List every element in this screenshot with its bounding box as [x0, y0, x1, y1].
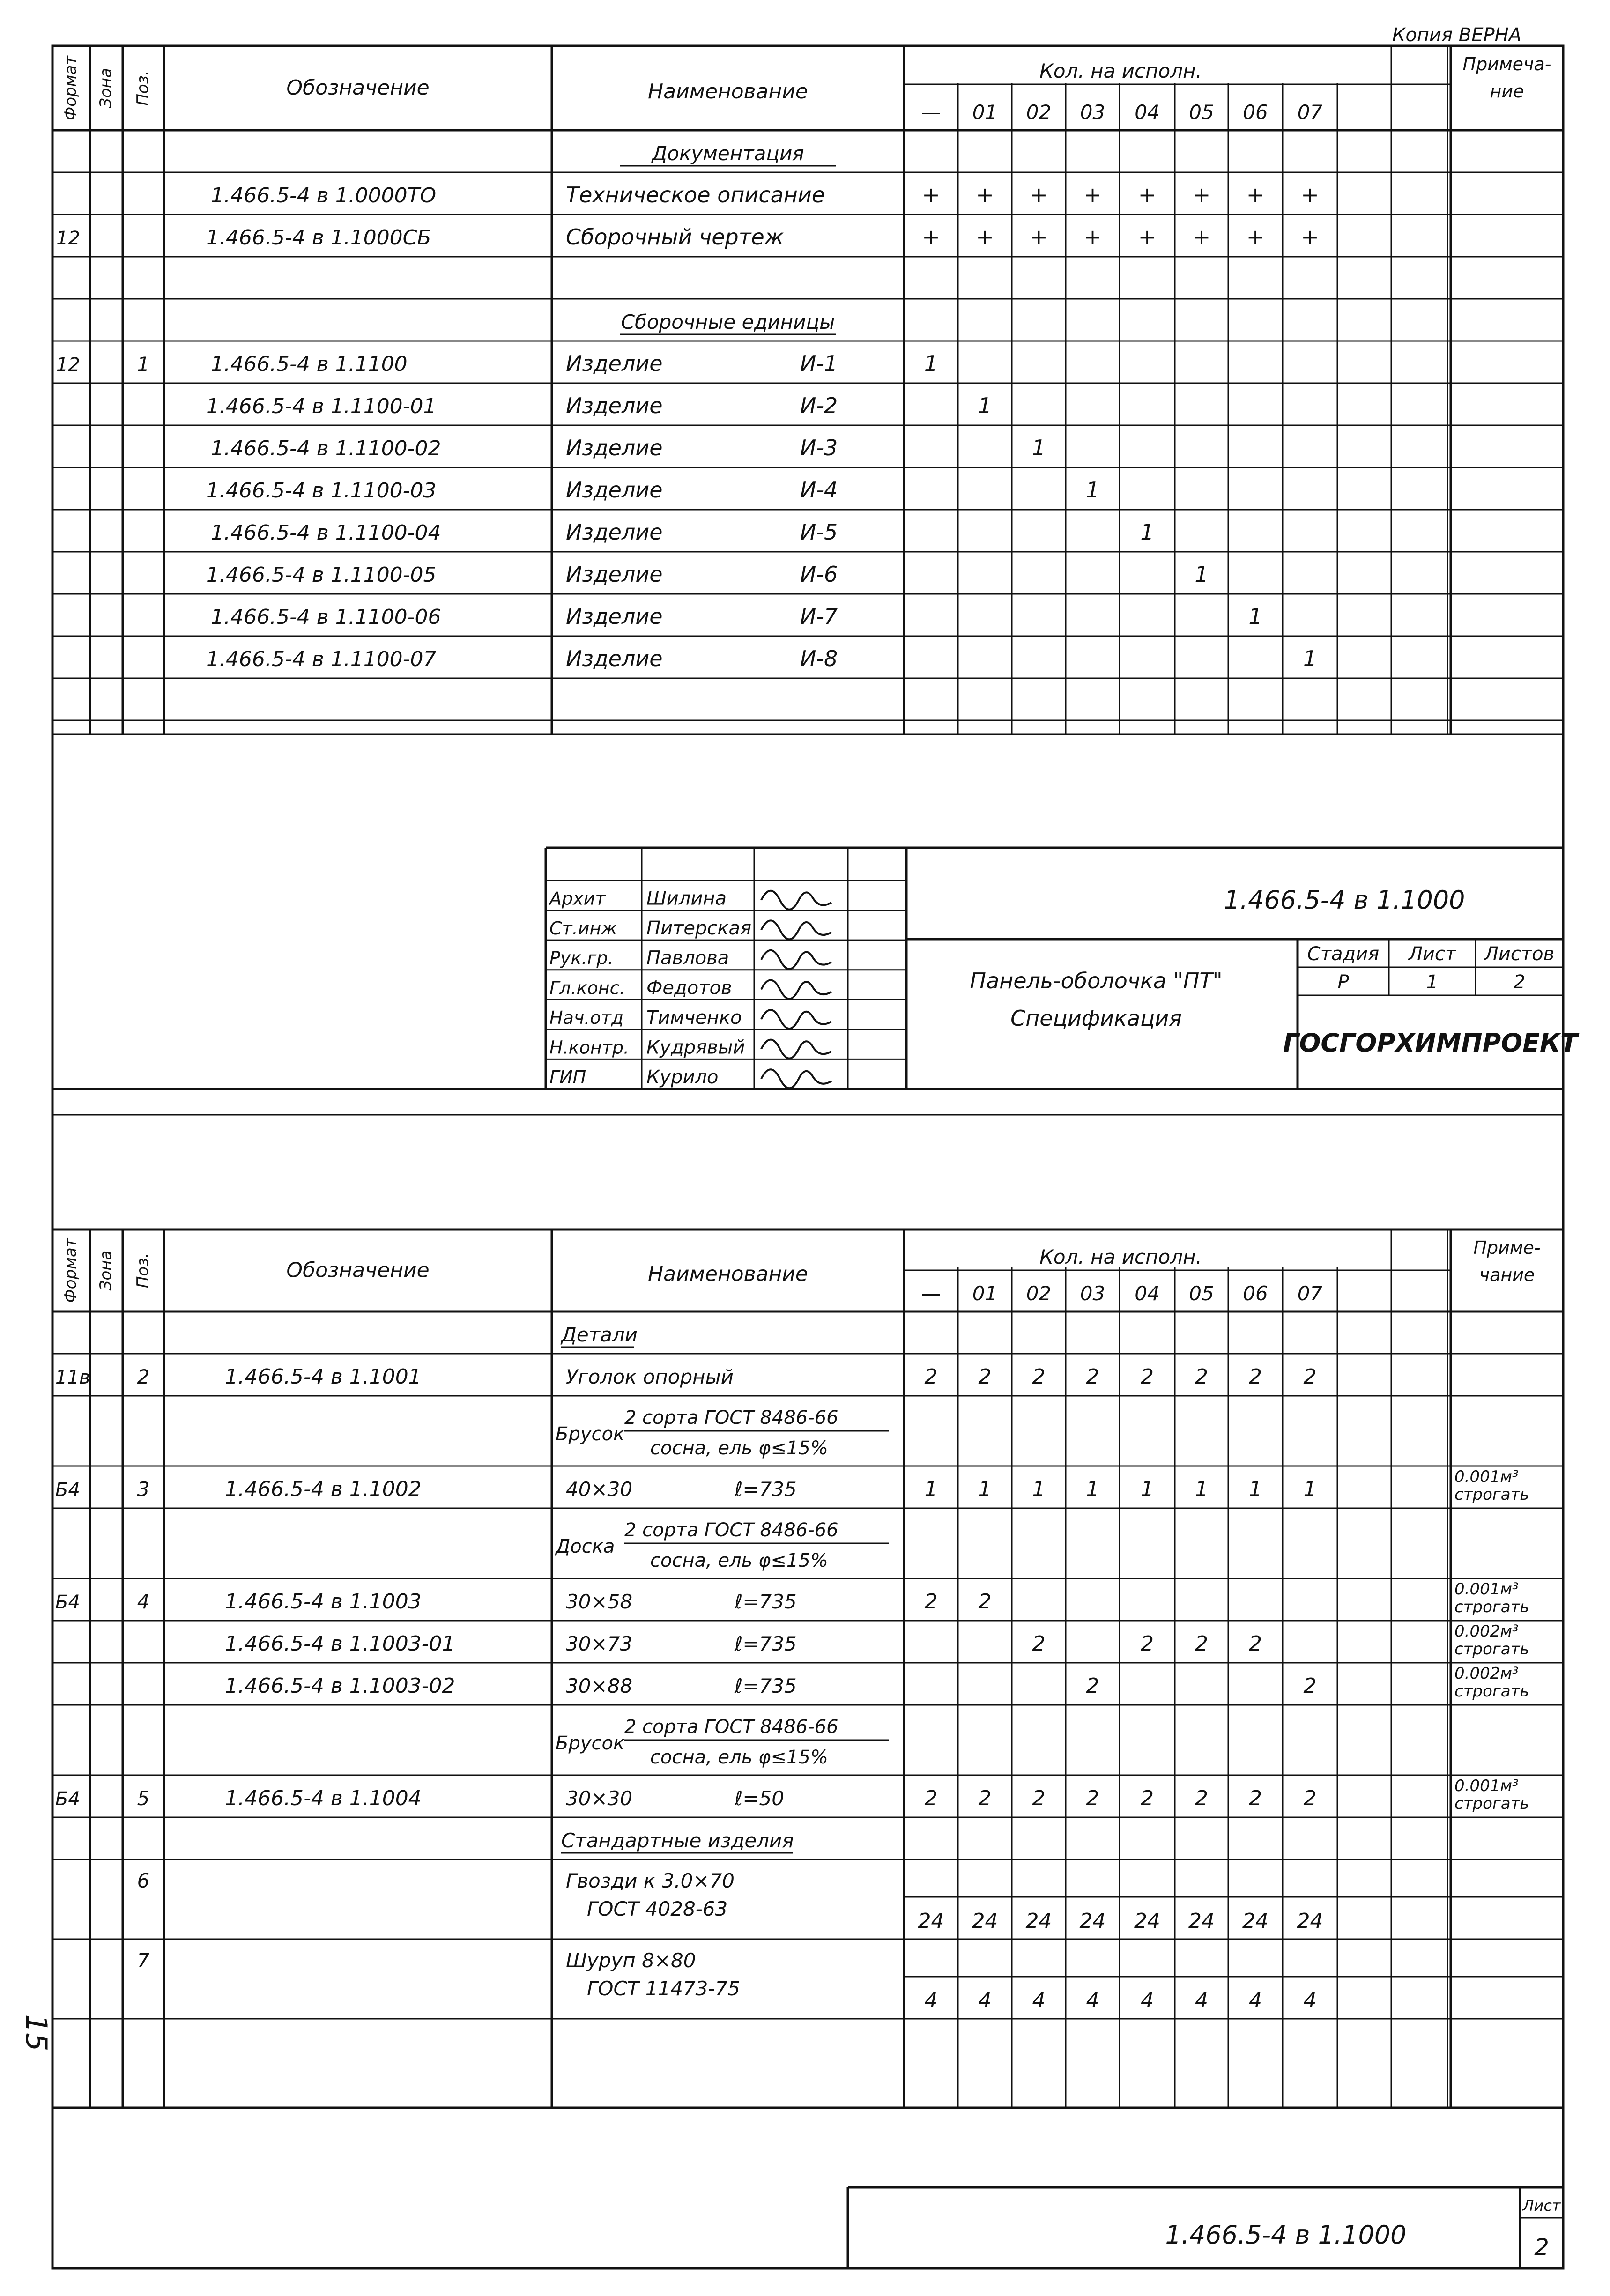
role-name-3: Федотов	[646, 977, 732, 999]
bottom-qty-3-5: 1	[1195, 1477, 1208, 1501]
bottom-qty-11-3: 24	[1079, 1909, 1106, 1933]
bottom-qty-6-6: 2	[1249, 1632, 1262, 1656]
top-header-qty: Кол. на исполн.	[1039, 59, 1202, 82]
signature-2	[761, 950, 831, 969]
top-qty-1-3: +	[1083, 182, 1102, 207]
bottom-qty-1-0: 2	[924, 1365, 938, 1389]
bottom-qty-11-1: 24	[972, 1909, 998, 1933]
bottom-pos-5: 4	[137, 1590, 150, 1613]
bottom-qty-12-0: 4	[924, 1989, 938, 2013]
material-upper-2: 2 сорта ГОСТ 8486-66	[624, 1407, 838, 1429]
bottom-variant-2: 02	[1026, 1282, 1052, 1305]
bottom-note-2-5: строгать	[1454, 1598, 1529, 1616]
bottom-qty-9-5: 2	[1195, 1786, 1208, 1810]
material-lower-8: сосна, ель φ≤15%	[650, 1747, 828, 1768]
top-code-5: И-1	[800, 351, 838, 376]
bottom-format-1: 11в	[55, 1367, 90, 1388]
bottom-name-9: 30×30	[566, 1787, 633, 1810]
top-qty-8-3: 1	[1085, 477, 1100, 503]
top-header-note-1: Примеча-	[1462, 54, 1551, 74]
bottom-qty-1-5: 2	[1195, 1365, 1208, 1389]
bottom-note-1-9: 0.001м³	[1454, 1777, 1519, 1795]
bottom-qty-3-2: 1	[1032, 1477, 1046, 1501]
role-2: Рук.гр.	[549, 948, 614, 969]
bottom-note-2-9: строгать	[1454, 1794, 1529, 1813]
top-qty-6-1: 1	[978, 393, 992, 418]
bottom-qty-6-4: 2	[1141, 1632, 1154, 1656]
bottom-qty-3-0: 1	[924, 1477, 938, 1501]
bottom-header-zone: Зона	[96, 1250, 115, 1291]
top-qty-2-0: +	[922, 224, 940, 250]
top-name-11: Изделие	[566, 604, 663, 629]
bottom-name-3: 40×30	[566, 1478, 633, 1501]
bottom-designation-1: 1.466.5-4 в 1.1001	[225, 1365, 422, 1389]
top-pos-5: 1	[137, 353, 150, 376]
bottom-designation-6: 1.466.5-4 в 1.1003-01	[225, 1632, 455, 1656]
bottom-format-3: Б4	[55, 1479, 80, 1501]
top-name-8: Изделие	[566, 477, 663, 503]
bottom-note-1-7: 0.002м³	[1454, 1664, 1519, 1683]
copy-verified-stamp: Копия ВЕРНА	[1392, 24, 1522, 46]
role-name-6: Курило	[646, 1067, 719, 1088]
bottom-format-5: Б4	[55, 1592, 80, 1613]
footer-sheet-label: Лист	[1522, 2197, 1561, 2215]
bottom-pos-9: 5	[137, 1787, 150, 1810]
bottom-note-1-6: 0.002м³	[1454, 1622, 1519, 1641]
organization-name: ГОСГОРХИМПРОЕКТ	[1283, 1028, 1578, 1058]
top-code-7: И-3	[800, 435, 838, 460]
top-designation-6: 1.466.5-4 в 1.1100-01	[206, 394, 437, 418]
role-name-1: Питерская	[646, 918, 752, 940]
footer-sheet-number: 2	[1534, 2234, 1549, 2261]
bottom-qty-1-6: 2	[1249, 1365, 1262, 1389]
bottom-name2-11: ГОСТ 4028-63	[587, 1897, 728, 1920]
bottom-qty-7-7: 2	[1303, 1674, 1317, 1698]
top-qty-12-7: 1	[1303, 646, 1317, 671]
bottom-qty-12-6: 4	[1249, 1989, 1262, 2013]
sheet-label: Лист	[1408, 943, 1456, 965]
top-variant-5: 05	[1189, 101, 1214, 124]
top-header-designation: Обозначение	[286, 76, 430, 100]
bottom-qty-9-7: 2	[1303, 1786, 1317, 1810]
top-qty-2-4: +	[1138, 224, 1157, 250]
top-variant-1: 01	[972, 101, 998, 124]
top-qty-2-6: +	[1246, 224, 1265, 250]
signature-3	[761, 980, 831, 999]
bottom-qty-7-3: 2	[1086, 1674, 1099, 1698]
bottom-size-5: ℓ=735	[735, 1590, 797, 1613]
bottom-designation-3: 1.466.5-4 в 1.1002	[225, 1477, 422, 1501]
title-code: 1.466.5-4 в 1.1000	[1224, 885, 1465, 915]
bottom-variant-0: —	[921, 1282, 941, 1305]
top-qty-7-2: 1	[1031, 435, 1046, 460]
top-designation-12: 1.466.5-4 в 1.1100-07	[206, 647, 437, 671]
bottom-variant-7: 07	[1297, 1282, 1323, 1305]
bottom-qty-1-3: 2	[1086, 1365, 1099, 1389]
signature-1	[761, 920, 831, 939]
role-name-5: Кудрявый	[646, 1037, 745, 1059]
role-6: ГИП	[549, 1067, 586, 1088]
bottom-qty-12-3: 4	[1086, 1989, 1099, 2013]
top-designation-9: 1.466.5-4 в 1.1100-04	[211, 521, 441, 545]
bottom-variant-5: 05	[1189, 1282, 1214, 1305]
top-header-note-2: ние	[1490, 81, 1524, 102]
top-qty-1-0: +	[922, 182, 940, 207]
top-code-12: И-8	[800, 646, 838, 671]
role-name-0: Шилина	[646, 888, 727, 910]
bottom-qty-12-7: 4	[1303, 1989, 1317, 2013]
title-block	[52, 848, 1580, 1115]
bottom-size-9: ℓ=50	[735, 1787, 784, 1810]
bottom-header-note-2: чание	[1479, 1265, 1535, 1285]
bottom-qty-9-0: 2	[924, 1786, 938, 1810]
top-designation-5: 1.466.5-4 в 1.1100	[211, 352, 408, 376]
bottom-qty-11-6: 24	[1242, 1909, 1269, 1933]
top-qty-2-1: +	[976, 224, 994, 250]
signature-6	[761, 1069, 831, 1088]
bottom-qty-9-3: 2	[1086, 1786, 1099, 1810]
bottom-name-11: Гвозди к 3.0×70	[566, 1869, 735, 1892]
bottom-name2-12: ГОСТ 11473-75	[587, 1977, 740, 2000]
bottom-qty-1-1: 2	[978, 1365, 992, 1389]
signature-5	[761, 1040, 831, 1059]
top-qty-1-4: +	[1138, 182, 1157, 207]
bottom-qty-3-1: 1	[978, 1477, 992, 1501]
bottom-designation-9: 1.466.5-4 в 1.1004	[225, 1786, 422, 1810]
bottom-qty-6-5: 2	[1195, 1632, 1208, 1656]
material-upper-8: 2 сорта ГОСТ 8486-66	[624, 1716, 838, 1738]
top-qty-2-3: +	[1083, 224, 1102, 250]
bottom-qty-12-1: 4	[978, 1989, 992, 2013]
bottom-size-7: ℓ=735	[735, 1674, 797, 1697]
bottom-variant-1: 01	[972, 1282, 998, 1305]
bottom-variant-4: 04	[1135, 1282, 1160, 1305]
top-qty-9-4: 1	[1140, 519, 1154, 545]
page-side-number: 15	[19, 2014, 53, 2052]
top-variant-4: 04	[1135, 101, 1160, 124]
material-lower-2: сосна, ель φ≤15%	[650, 1437, 828, 1459]
bottom-section-0: Детали	[561, 1323, 638, 1346]
role-0: Архит	[549, 888, 606, 909]
bottom-qty-11-0: 24	[918, 1909, 944, 1933]
material-upper-4: 2 сорта ГОСТ 8486-66	[624, 1519, 838, 1541]
bottom-name-5: 30×58	[566, 1590, 633, 1613]
top-qty-2-5: +	[1192, 224, 1211, 250]
signature-4	[761, 1010, 831, 1029]
bottom-qty-1-7: 2	[1303, 1365, 1317, 1389]
bottom-qty-3-4: 1	[1141, 1477, 1154, 1501]
bottom-name-7: 30×88	[566, 1674, 633, 1697]
top-qty-11-6: 1	[1248, 604, 1262, 629]
bottom-note-2-3: строгать	[1454, 1485, 1529, 1504]
bottom-qty-6-2: 2	[1032, 1632, 1046, 1656]
top-header-name: Наименование	[648, 80, 808, 104]
bottom-note-1-3: 0.001м³	[1454, 1467, 1519, 1486]
top-qty-1-5: +	[1192, 182, 1211, 207]
bottom-section-10: Стандартные изделия	[561, 1829, 794, 1852]
bottom-designation-5: 1.466.5-4 в 1.1003	[225, 1590, 422, 1614]
bottom-designation-7: 1.466.5-4 в 1.1003-02	[225, 1674, 455, 1698]
bottom-header-note-1: Приме-	[1473, 1237, 1541, 1258]
bottom-variant-3: 03	[1080, 1282, 1105, 1305]
bottom-qty-11-7: 24	[1297, 1909, 1323, 1933]
role-name-4: Тимченко	[646, 1007, 742, 1029]
top-qty-2-2: +	[1030, 224, 1048, 250]
top-qty-10-5: 1	[1195, 562, 1209, 587]
bottom-note-2-7: строгать	[1454, 1682, 1529, 1701]
material-kind-8: Брусок	[556, 1733, 625, 1754]
bottom-qty-5-1: 2	[978, 1590, 992, 1614]
bottom-name-1: Уголок опорный	[566, 1365, 734, 1388]
bottom-format-9: Б4	[55, 1788, 80, 1810]
bottom-qty-3-3: 1	[1086, 1477, 1099, 1501]
bottom-header-qty: Кол. на исполн.	[1039, 1245, 1202, 1268]
top-code-10: И-6	[800, 562, 838, 587]
top-code-9: И-5	[800, 519, 838, 545]
sheets-label: Листов	[1484, 943, 1555, 965]
bottom-pos-1: 2	[137, 1365, 150, 1388]
top-qty-5-0: 1	[924, 351, 938, 376]
top-name-1: Техническое описание	[566, 182, 825, 207]
top-designation-8: 1.466.5-4 в 1.1100-03	[206, 479, 437, 503]
title-line-2: Спецификация	[1010, 1006, 1182, 1031]
role-name-2: Павлова	[646, 947, 729, 969]
bottom-qty-9-2: 2	[1032, 1786, 1046, 1810]
bottom-name-12: Шуруп 8×80	[566, 1949, 696, 1972]
top-header-format: Формат	[61, 56, 80, 120]
top-variant-3: 03	[1080, 101, 1105, 124]
top-header-zone: Зона	[96, 68, 115, 108]
top-variant-7: 07	[1297, 101, 1323, 124]
footer-block	[848, 2187, 1563, 2268]
bottom-note-2-6: строгать	[1454, 1640, 1529, 1659]
top-format-5: 12	[56, 354, 80, 376]
top-qty-1-2: +	[1030, 182, 1048, 207]
bottom-pos-11: 6	[137, 1869, 150, 1892]
sheet-value: 1	[1426, 971, 1439, 993]
bottom-qty-5-0: 2	[924, 1590, 938, 1614]
role-1: Ст.инж	[549, 918, 617, 939]
bottom-header-pos: Поз.	[134, 1252, 152, 1289]
top-designation-1: 1.466.5-4 в 1.0000ТО	[211, 184, 437, 207]
bottom-qty-12-4: 4	[1141, 1989, 1154, 2013]
role-3: Гл.конс.	[549, 978, 625, 999]
top-name-9: Изделие	[566, 519, 663, 545]
spec-table-bottom	[52, 1229, 1563, 2108]
stage-value: Р	[1337, 971, 1349, 993]
top-name-10: Изделие	[566, 562, 663, 587]
top-qty-1-7: +	[1301, 182, 1319, 207]
top-name-6: Изделие	[566, 393, 663, 418]
footer-code: 1.466.5-4 в 1.1000	[1165, 2220, 1407, 2250]
material-kind-2: Брусок	[556, 1423, 625, 1445]
top-name-12: Изделие	[566, 646, 663, 671]
bottom-qty-3-7: 1	[1303, 1477, 1317, 1501]
top-name-7: Изделие	[566, 435, 663, 460]
top-header-pos: Поз.	[134, 70, 152, 106]
title-line-1: Панель-оболочка "ПТ"	[970, 968, 1223, 993]
top-designation-2: 1.466.5-4 в 1.1000СБ	[206, 226, 431, 250]
stage-label: Стадия	[1307, 943, 1380, 965]
top-variant-6: 06	[1243, 101, 1268, 124]
bottom-qty-3-6: 1	[1249, 1477, 1262, 1501]
bottom-qty-9-4: 2	[1141, 1786, 1154, 1810]
bottom-qty-11-5: 24	[1188, 1909, 1215, 1933]
bottom-name-6: 30×73	[566, 1632, 633, 1655]
material-kind-4: Доска	[556, 1536, 615, 1557]
sheets-value: 2	[1513, 971, 1526, 993]
top-qty-1-6: +	[1246, 182, 1265, 207]
top-format-2: 12	[56, 228, 80, 249]
signature-0	[761, 891, 831, 910]
top-code-11: И-7	[800, 604, 838, 629]
bottom-header-format: Формат	[61, 1238, 80, 1303]
top-qty-2-7: +	[1301, 224, 1319, 250]
bottom-qty-9-6: 2	[1249, 1786, 1262, 1810]
material-lower-4: сосна, ель φ≤15%	[650, 1550, 828, 1571]
bottom-header-designation: Обозначение	[286, 1258, 430, 1282]
role-5: Н.контр.	[549, 1037, 630, 1058]
bottom-qty-9-1: 2	[978, 1786, 992, 1810]
bottom-note-1-5: 0.001м³	[1454, 1580, 1519, 1599]
top-section-0: Документация	[652, 142, 804, 165]
top-name-5: Изделие	[566, 351, 663, 376]
bottom-pos-3: 3	[137, 1478, 150, 1501]
bottom-qty-11-2: 24	[1025, 1909, 1052, 1933]
spec-table-top	[52, 46, 1563, 734]
bottom-qty-1-2: 2	[1032, 1365, 1046, 1389]
top-variant-0: —	[921, 101, 941, 124]
bottom-qty-12-2: 4	[1032, 1989, 1046, 2013]
top-qty-1-1: +	[976, 182, 994, 207]
top-variant-2: 02	[1026, 101, 1052, 124]
top-designation-11: 1.466.5-4 в 1.1100-06	[211, 605, 441, 629]
role-4: Нач.отд	[549, 1007, 624, 1028]
bottom-header-name: Наименование	[648, 1262, 808, 1286]
top-section-4: Сборочные единицы	[621, 311, 835, 333]
top-designation-10: 1.466.5-4 в 1.1100-05	[206, 563, 437, 587]
bottom-size-6: ℓ=735	[735, 1632, 797, 1655]
bottom-variant-6: 06	[1243, 1282, 1268, 1305]
sheet-frame	[52, 46, 1563, 2268]
bottom-size-3: ℓ=735	[735, 1478, 797, 1501]
top-name-2: Сборочный чертеж	[566, 224, 784, 250]
top-code-8: И-4	[800, 477, 838, 503]
bottom-pos-12: 7	[137, 1949, 150, 1972]
bottom-qty-1-4: 2	[1141, 1365, 1154, 1389]
top-designation-7: 1.466.5-4 в 1.1100-02	[211, 437, 441, 460]
top-code-6: И-2	[800, 393, 838, 418]
bottom-qty-12-5: 4	[1195, 1989, 1208, 2013]
bottom-qty-11-4: 24	[1134, 1909, 1160, 1933]
